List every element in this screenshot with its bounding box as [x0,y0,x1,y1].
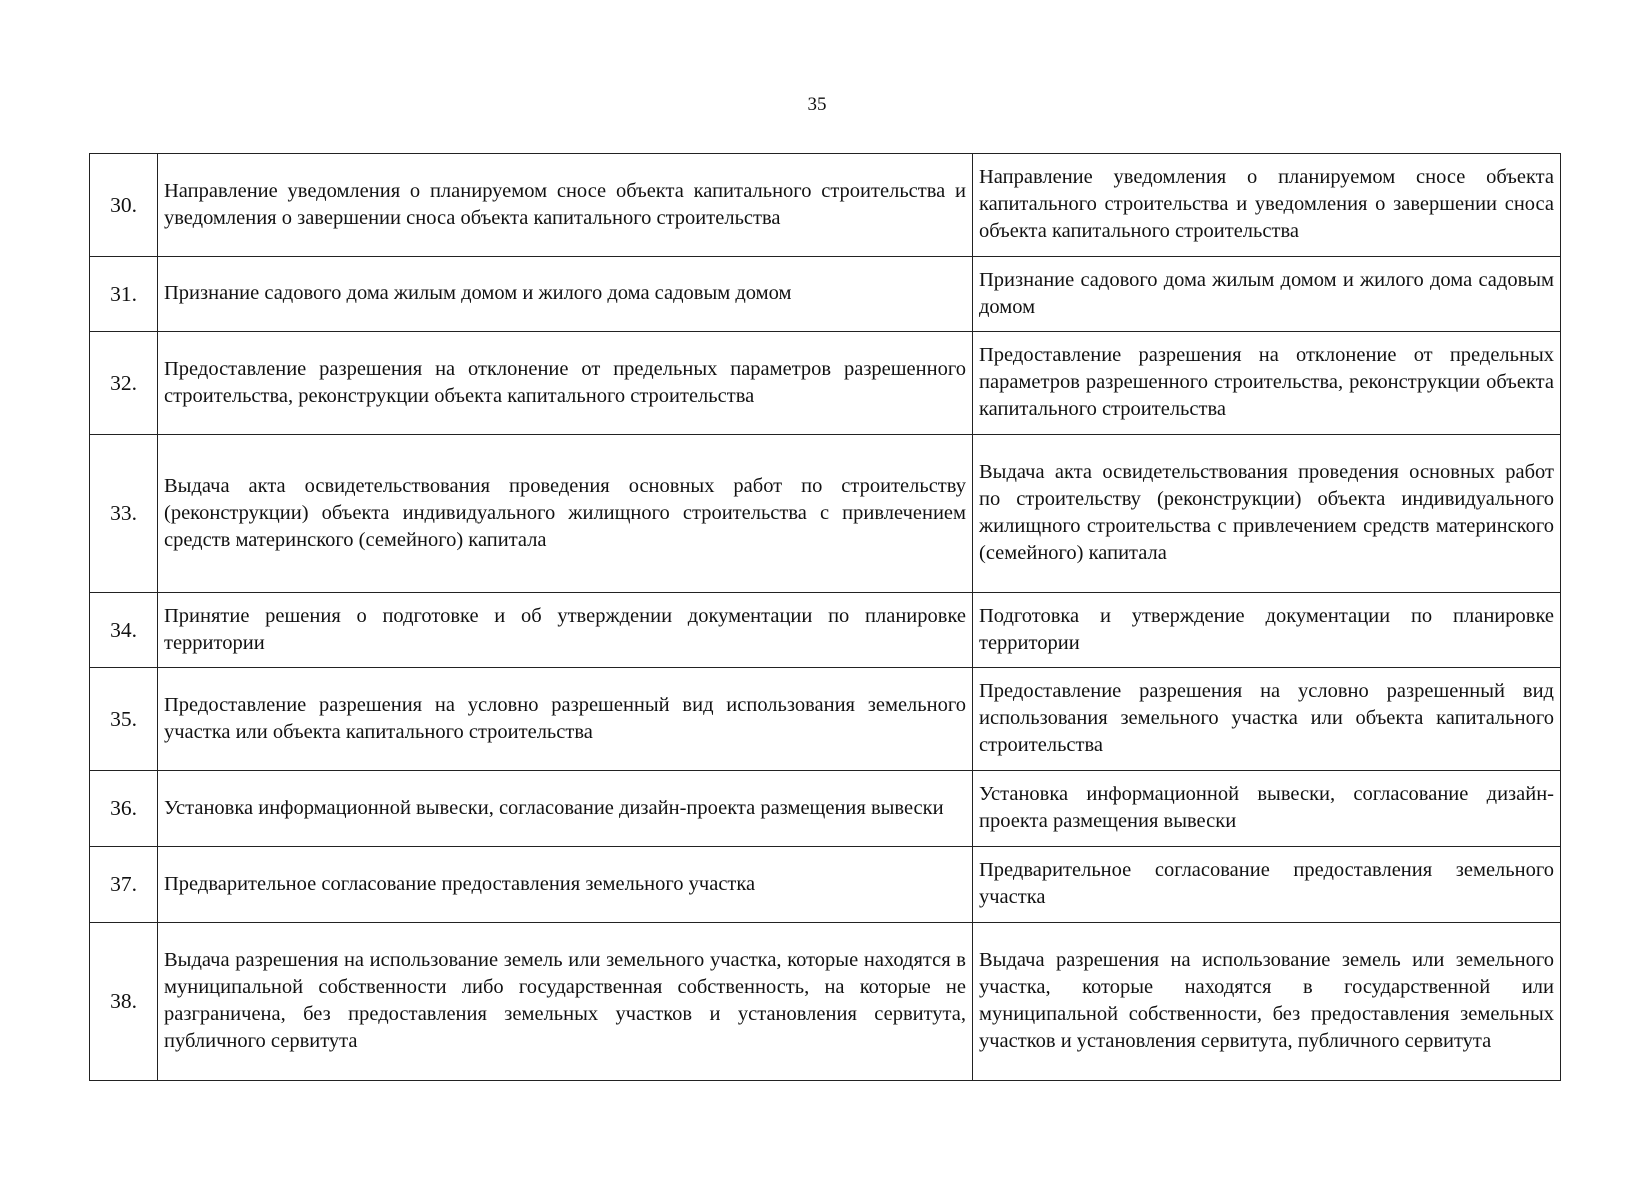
service-name-cell: Установка информационной вывески, согласование дизайн-проекта размещения вывески [158,771,973,847]
service-alt-name-cell: Предоставление разрешения на отклонение от предельных параметров разрешенного строительства, реконструкции объекта капитального строительства [973,332,1561,435]
row-number: 37. [90,847,158,923]
row-number: 38. [90,923,158,1081]
row-number: 35. [90,668,158,771]
service-name-cell: Предоставление разрешения на отклонение от предельных параметров разрешенного строительства, реконструкции объекта капитального строительства [158,332,973,435]
service-name-cell: Принятие решения о подготовке и об утверждении документации по планировке территории [158,593,973,668]
table-row [90,332,1561,435]
service-name-cell: Предварительное согласование предоставления земельного участка [158,847,973,923]
table-row [90,771,1561,847]
row-number: 32. [90,332,158,435]
row-number: 33. [90,435,158,593]
table-row [90,154,1561,257]
services-table [89,153,1561,1081]
row-number: 30. [90,154,158,257]
table-row [90,847,1561,923]
service-name-cell: Направление уведомления о планируемом сносе объекта капитального строительства и уведомления о завершении сноса объекта капитального строительства [158,154,973,257]
table-row [90,257,1561,332]
row-number: 31. [90,257,158,332]
table-row [90,435,1561,593]
row-number: 36. [90,771,158,847]
service-alt-name-cell: Направление уведомления о планируемом сносе объекта капитального строительства и уведомления о завершении сноса объекта капитального строительства [973,154,1561,257]
service-alt-name-cell: Признание садового дома жилым домом и жилого дома садовым домом [973,257,1561,332]
service-alt-name-cell: Предоставление разрешения на условно разрешенный вид использования земельного участка или объекта капитального строительства [973,668,1561,771]
service-alt-name-cell: Установка информационной вывески, согласование дизайн-проекта размещения вывески [973,771,1561,847]
table-row [90,923,1561,1081]
table-row [90,593,1561,668]
service-name-cell: Выдача акта освидетельствования проведения основных работ по строительству (реконструкции) объекта индивидуального жилищного строительства с привлечением средств материнского (семейного) капитала [158,435,973,593]
service-alt-name-cell: Выдача акта освидетельствования проведения основных работ по строительству (реконструкции) объекта индивидуального жилищного строительства с привлечением средств материнского (семейного) капитала [973,435,1561,593]
page-number: 35 [807,94,827,115]
service-alt-name-cell: Предварительное согласование предоставления земельного участка [973,847,1561,923]
service-name-cell: Предоставление разрешения на условно разрешенный вид использования земельного участка или объекта капитального строительства [158,668,973,771]
row-number: 34. [90,593,158,668]
service-name-cell: Признание садового дома жилым домом и жилого дома садовым домом [158,257,973,332]
service-alt-name-cell: Подготовка и утверждение документации по планировке территории [973,593,1561,668]
service-name-cell: Выдача разрешения на использование земель или земельного участка, которые находятся в муниципальной собственности либо государственная собственность, на которые не разграничена, без предоставления земельных участков и установления сервитута, публичного сервитута [158,923,973,1081]
service-alt-name-cell: Выдача разрешения на использование земель или земельного участка, которые находятся в государственной или муниципальной собственности, без предоставления земельных участков и установления сервитута, публичного сервитута [973,923,1561,1081]
table-row [90,668,1561,771]
